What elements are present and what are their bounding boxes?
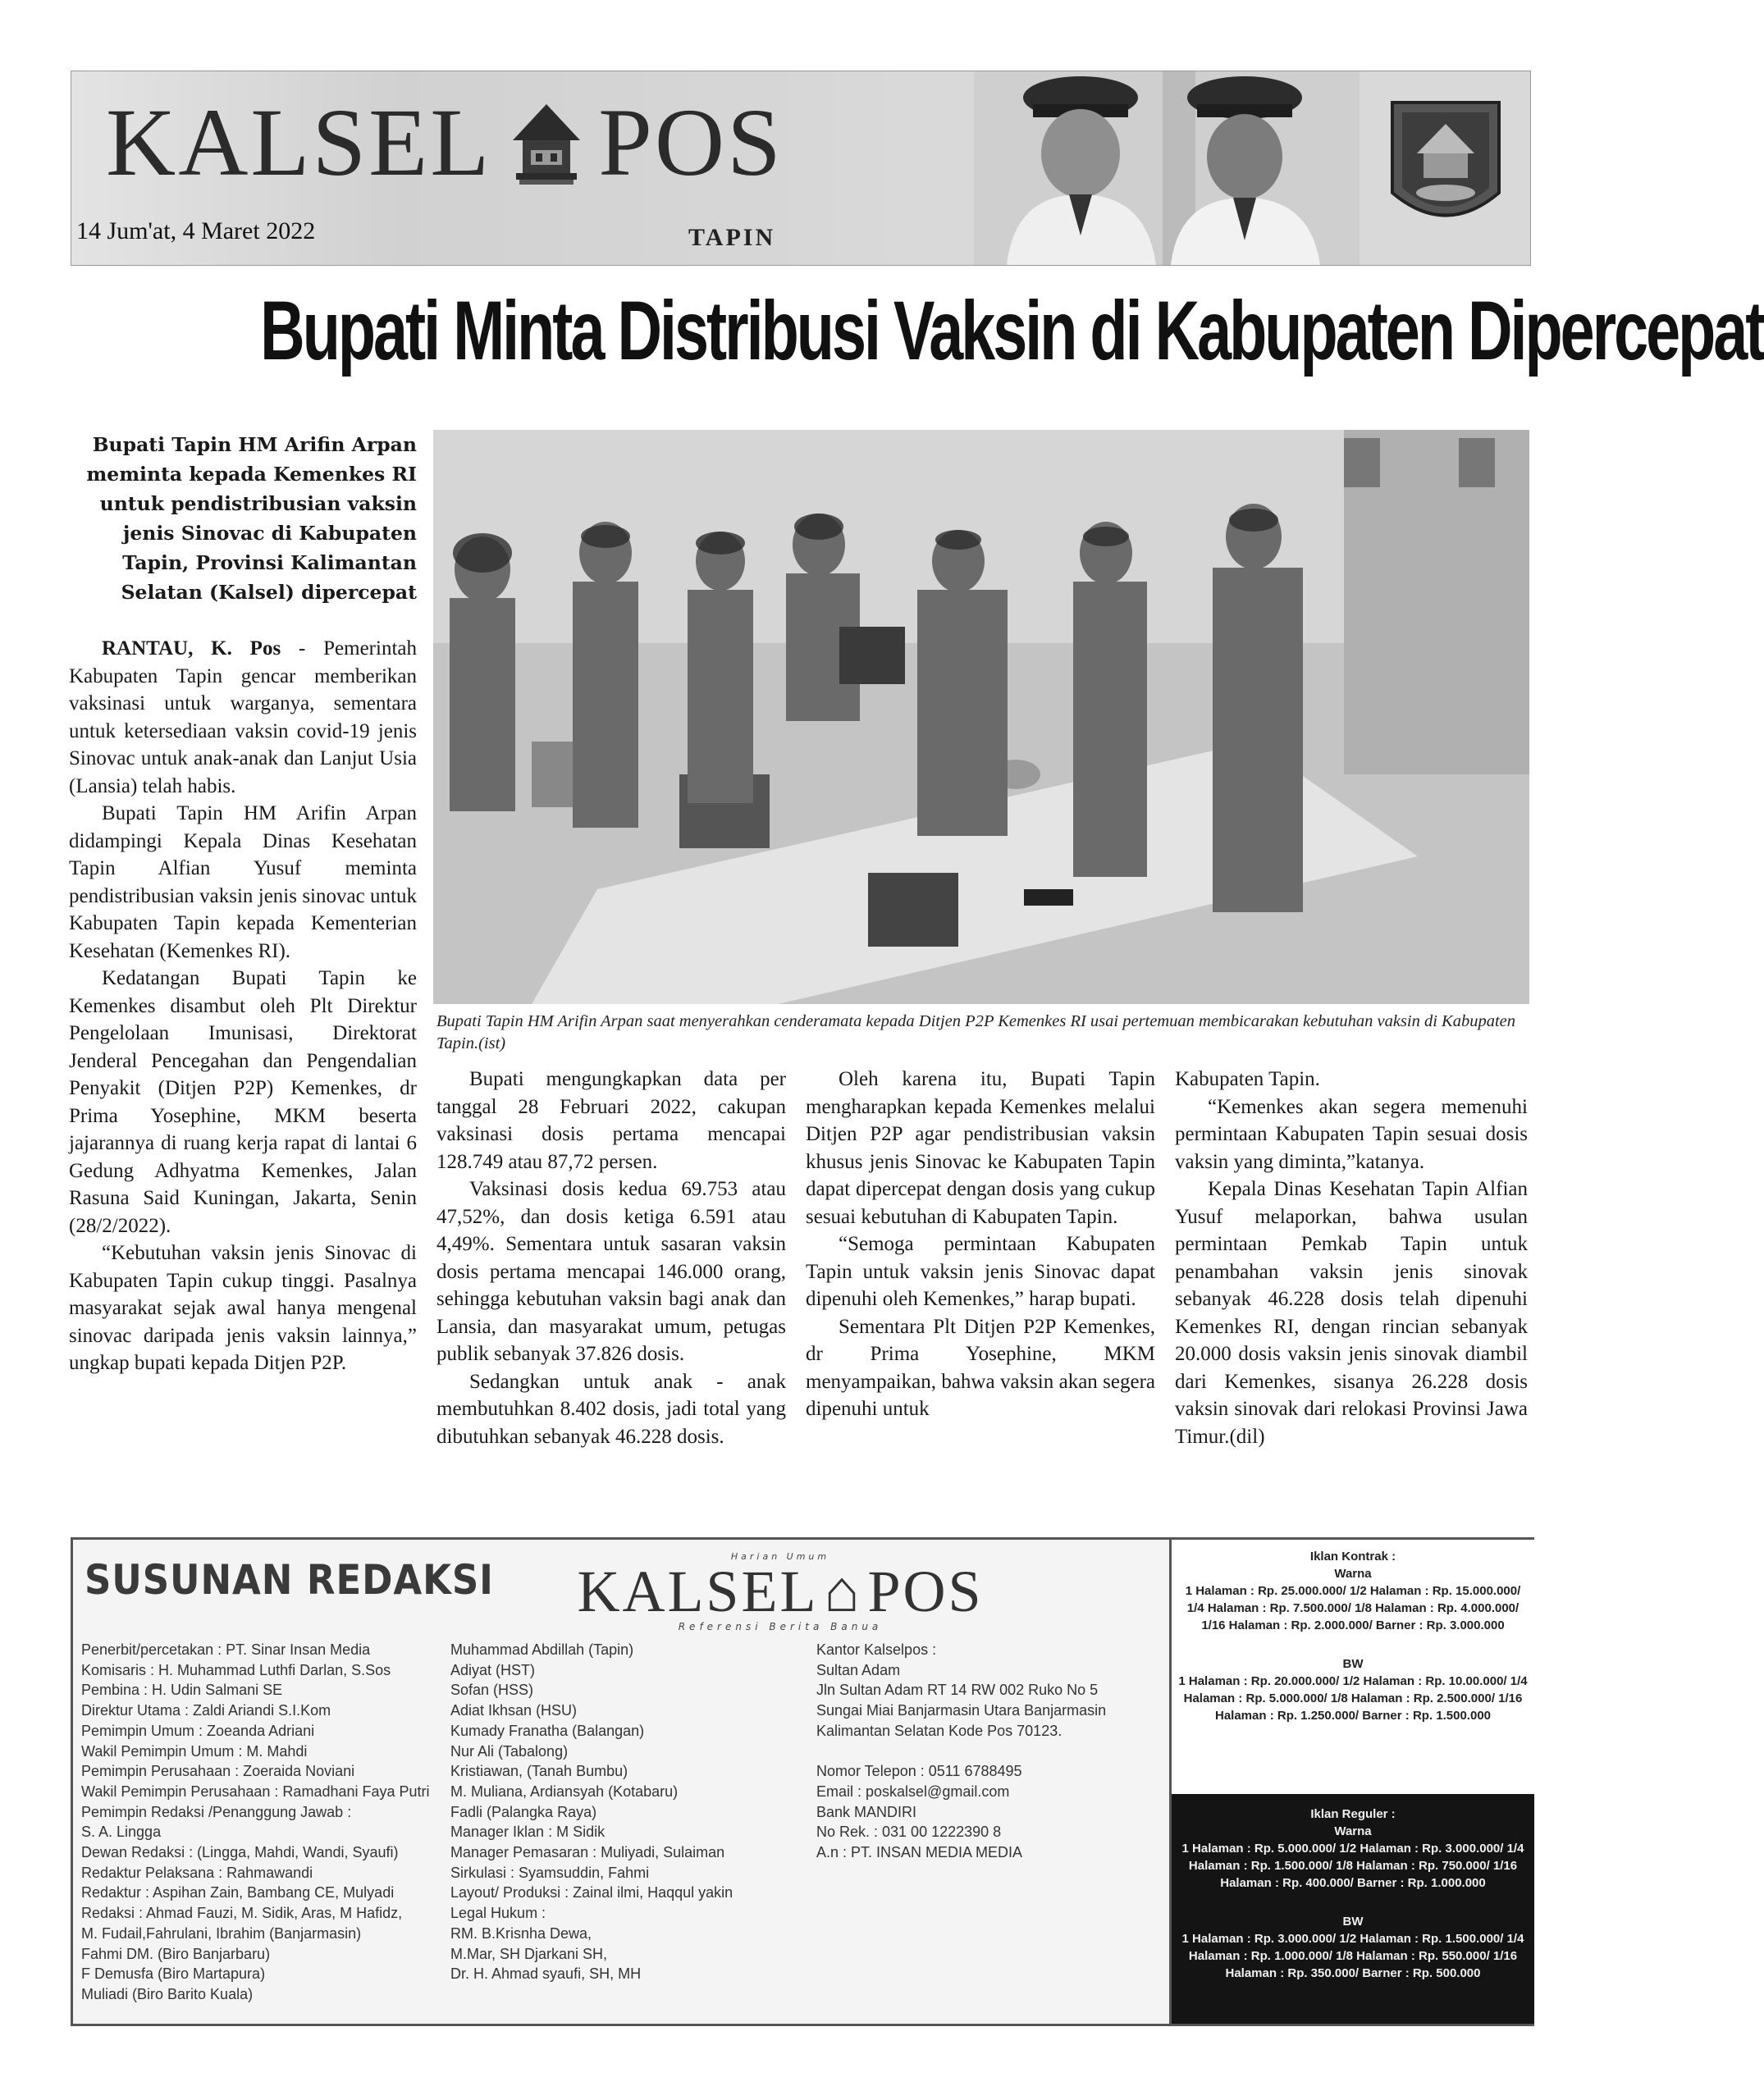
article-column-1	[69, 635, 417, 1377]
staff-line: Penerbit/percetakan : PT. Sinar Insan Media	[81, 1641, 371, 1658]
advertising-rates	[1169, 1540, 1534, 2024]
paragraph-1: - Pemerintah Kabupaten Tapin gencar memberikan vaksinasi untuk warganya, sementara untuk ketersediaan vaksin covid-19 jenis Sinovac untuk anak-anak dan Lanjut Usia (Lansia) telah habis.	[69, 637, 417, 797]
banjar-house-icon: ⌂	[824, 1559, 862, 1624]
paragraph-10-continued: Kabupaten Tapin.	[1175, 1068, 1320, 1090]
staff-line: Layout/ Produksi : Zainal ilmi, Haqqul yakin	[450, 1884, 733, 1901]
newspaper-logo	[106, 89, 784, 196]
regular-color-rates: 1 Halaman : Rp. 5.000.000/ 1/2 Halaman : Rp. 3.000.000/ 1/4 Halaman : Rp. 1.500.000/ 1/8 Halaman : Rp. 750.000/ 1/16 Halaman : Rp. 400.000/ Barner : Rp. 1.000.000	[1181, 1842, 1524, 1890]
logo-right-word: POS	[867, 1559, 984, 1624]
editorial-board-title: SUSUNAN REDAKSI	[85, 1556, 494, 1604]
section-label: TAPIN	[688, 224, 776, 251]
logo-left-word: KALSEL	[106, 89, 492, 196]
logo-tagline: Referensi Berita Banua	[678, 1621, 883, 1632]
staff-line: Kantor Kalselpos :	[816, 1641, 937, 1658]
paragraph-9: “Semoga permintaan Kabupaten Tapin untuk vaksin jenis Sinovac dapat dipenuhi oleh Kemenkes,” harap bupati.	[806, 1233, 1155, 1310]
paragraph-6: Vaksinasi dosis kedua 69.753 atau 47,52%, dan dosis ketiga 6.591 atau 4,49%. Sementara untuk sasaran vaksin dosis pertama mencapai 146.000 orang, sehingga kebutuhan vaksin bagi anak dan Lansia, dan masyarakat umum, petugas publik sebanyak 37.826 dosis.	[436, 1178, 786, 1365]
paragraph-4: “Kebutuhan vaksin jenis Sinovac di Kabupaten Tapin cukup tinggi. Pasalnya masyarakat sejak awal hanya mengenal sinovac daripada jenis vaksin lainnya,” ungkap bupati kepada Ditjen P2P.	[69, 1242, 417, 1374]
issue-date: 14 Jum'at, 4 Maret 2022	[76, 217, 316, 244]
staff-line: Sirkulasi : Syamsuddin, Fahmi	[450, 1864, 650, 1881]
staff-list-1	[81, 1640, 430, 2005]
contract-bw-label: BW	[1342, 1657, 1364, 1671]
staff-line: Muliadi (Biro Barito Kuala)	[81, 1985, 254, 2002]
contract-color-label: Warna	[1334, 1567, 1372, 1581]
staff-line: Dewan Redaksi : (Lingga, Mahdi, Wandi, Syaufi)	[81, 1844, 399, 1861]
officials-portrait-photo	[974, 71, 1360, 265]
article-column-3	[806, 1066, 1155, 1423]
staff-line	[816, 1742, 1106, 1762]
staff-line: Manager Iklan : M Sidik	[450, 1824, 606, 1841]
lead-paragraph: Bupati Tapin HM Arifin Arpan meminta kepada Kemenkes RI untuk pendistribusian vaksin jenis Sinovac di Kabupaten Tapin, Provinsi Kalimantan Selatan (Kalsel) dipercepat	[86, 433, 417, 604]
regular-bw-label: BW	[1342, 1915, 1364, 1929]
staff-line: Redaksi : Ahmad Fauzi, M. Sidik, Aras, M Hafidz,	[81, 1905, 403, 1922]
staff-line: Pemimpin Perusahaan : Zoeraida Noviani	[81, 1763, 355, 1780]
staff-line: Redaktur : Aspihan Zain, Bambang CE, Mulyadi	[81, 1884, 395, 1901]
staff-line: Kumady Franatha (Balangan)	[450, 1722, 645, 1739]
office-info	[816, 1640, 1106, 1863]
staff-line: A.n : PT. INSAN MEDIA MEDIA	[816, 1844, 1023, 1861]
logo-right-word: POS	[598, 89, 784, 196]
regular-ad-title: Iklan Reguler :	[1310, 1807, 1396, 1821]
contract-ad-title: Iklan Kontrak :	[1309, 1550, 1396, 1564]
staff-line: M.Mar, SH Djarkani SH,	[450, 1945, 608, 1962]
staff-line: Wakil Pemimpin Umum : M. Mahdi	[81, 1742, 308, 1760]
staff-line: RM. B.Krisnha Dewa,	[450, 1924, 592, 1942]
article-column-2	[436, 1066, 786, 1450]
masthead	[71, 71, 1531, 266]
staff-line: Nur Ali (Tabalong)	[450, 1742, 569, 1760]
paragraph-8: Oleh karena itu, Bupati Tapin mengharapkan kepada Kemenkes melalui Ditjen P2P agar pendistribusian vaksin khusus jenis Sinovac ke Kabupaten Tapin dapat dipercepat dengan dosis yang cukup sesuai kebutuhan di Kabupaten Tapin.	[806, 1068, 1155, 1228]
staff-line: Jln Sultan Adam RT 14 RW 002 Ruko No 5	[816, 1682, 1099, 1699]
regular-ad-rates	[1172, 1794, 1534, 2024]
paragraph-2: Bupati Tapin HM Arifin Arpan didampingi Kepala Dinas Kesehatan Tapin Alfian Yusuf meminta pendistribusian vaksin jenis sinovac untuk Kabupaten Tapin kepada Kementerian Kesehatan (Kemenkes RI).	[69, 802, 417, 962]
staff-line: Adiyat (HST)	[450, 1661, 536, 1678]
banjar-house-icon	[498, 101, 595, 191]
staff-line: Fadli (Palangka Raya)	[450, 1803, 597, 1820]
staff-line: Kalimantan Selatan Kode Pos 70123.	[816, 1722, 1063, 1739]
contract-bw-rates: 1 Halaman : Rp. 20.000.000/ 1/2 Halaman : Rp. 10.00.000/ 1/4 Halaman : Rp. 5.000.000/ 1/8 Halaman : Rp. 2.500.000/ 1/16 Halaman : Rp. 1.250.000/ Barner : Rp. 1.500.000	[1178, 1674, 1528, 1723]
paragraph-12: Kepala Dinas Kesehatan Tapin Alfian Yusuf melaporkan, bahwa usulan permintaan Pemkab Tapin untuk penambahan vaksin jenis sinovak sebanyak 46.228 dosis telah dipenuhi Kemenkes RI, dengan rincian sebanyak 20.000 dosis vaksin jenis sinovak diambil dari Kemenkes, sisanya 26.228 dosis vaksin sinovak dari relokasi Provinsi Jawa Timur.(dil)	[1175, 1178, 1528, 1448]
editorial-logo	[534, 1551, 1026, 1635]
dateline: RANTAU, K. Pos	[102, 637, 281, 660]
article-photo	[433, 430, 1529, 1004]
logo-subtitle: Harian Umum	[730, 1551, 830, 1562]
paragraph-11: “Kemenkes akan segera memenuhi permintaan Kabupaten Tapin sesuai dosis vaksin yang diminta,”katanya.	[1175, 1095, 1528, 1173]
staff-line: Manager Pemasaran : Muliyadi, Sulaiman	[450, 1844, 725, 1861]
paragraph-3: Kedatangan Bupati Tapin ke Kemenkes disambut oleh Plt Direktur Pengelolaan Imunisasi, Direktorat Jenderal Pencegahan dan Pengendalian Penyakit (Ditjen P2P) Kemenkes, dr Prima Yosephine, MKM beserta jajarannya di ruang kerja rapat di lantai 6 Gedung Adhyatma Kemenkes, Jalan Rasuna Said Kuningan, Jakarta, Senin (28/2/2022).	[69, 967, 417, 1237]
staff-line: No Rek. : 031 00 1222390 8	[816, 1824, 1002, 1841]
staff-line: Redaktur Pelaksana : Rahmawandi	[81, 1864, 313, 1881]
staff-line: Bank MANDIRI	[816, 1803, 917, 1820]
logo-left-word: KALSEL	[577, 1559, 819, 1624]
staff-line: Nomor Telepon : 0511 6788495	[816, 1763, 1022, 1780]
staff-line: Komisaris : H. Muhammad Luthfi Darlan, S.Sos	[81, 1661, 391, 1678]
staff-line: Direktur Utama : Zaldi Ariandi S.I.Kom	[81, 1702, 331, 1719]
photo-caption: Bupati Tapin HM Arifin Arpan saat menyerahkan cenderamata kepada Ditjen P2P Kemenkes RI usai pertemuan membicarakan kebutuhan vaksin di Kabupaten Tapin.(ist)	[436, 1012, 1516, 1052]
staff-line: Fahmi DM. (Biro Banjarbaru)	[81, 1945, 271, 1962]
regular-color-label: Warna	[1334, 1824, 1372, 1838]
contract-color-rates: 1 Halaman : Rp. 25.000.000/ 1/2 Halaman : Rp. 15.000.000/ 1/4 Halaman : Rp. 7.500.000/ 1/8 Halaman : Rp. 4.000.000/ 1/16 Halaman : Rp. 2.000.000/ Barner : Rp. 3.000.000	[1185, 1584, 1521, 1632]
staff-line: Pemimpin Redaksi /Penanggung Jawab :	[81, 1803, 352, 1820]
staff-line: Kristiawan, (Tanah Bumbu)	[450, 1763, 628, 1780]
paragraph-5: Bupati mengungkapkan data per tanggal 28 Februari 2022, cakupan vaksinasi dosis pertama mencapai 128.749 atau 87,72 persen.	[436, 1068, 786, 1173]
article-column-4	[1175, 1066, 1528, 1450]
staff-line: Legal Hukum :	[450, 1905, 546, 1922]
paragraph-7: Sedangkan untuk anak - anak membutuhkan 8.402 dosis, jadi total yang dibutuhkan sebanyak 46.228 dosis.	[436, 1370, 786, 1448]
staff-line: F Demusfa (Biro Martapura)	[81, 1965, 266, 1983]
contract-ad-rates	[1172, 1540, 1534, 1794]
regular-bw-rates: 1 Halaman : Rp. 3.000.000/ 1/2 Halaman : Rp. 1.500.000/ 1/4 Halaman : Rp. 1.000.000/ 1/8 Halaman : Rp. 550.000/ 1/16 Halaman : Rp. 350.000/ Barner : Rp. 500.000	[1181, 1932, 1524, 1980]
staff-line: Sultan Adam	[816, 1661, 901, 1678]
staff-line: Sungai Miai Banjarmasin Utara Banjarmasin	[816, 1702, 1107, 1719]
regency-seal-emblem	[1384, 94, 1507, 242]
staff-line: Dr. H. Ahmad syaufi, SH, MH	[450, 1965, 642, 1983]
paragraph-10: Sementara Plt Ditjen P2P Kemenkes, dr Prima Yosephine, MKM menyampaikan, bahwa vaksin akan segera dipenuhi untuk	[806, 1315, 1155, 1420]
staff-line: Email : poskalsel@gmail.com	[816, 1783, 1010, 1800]
staff-line: Pemimpin Umum : Zoeanda Adriani	[81, 1722, 315, 1739]
staff-line: Pembina : H. Udin Salmani SE	[81, 1682, 283, 1699]
staff-line: Sofan (HSS)	[450, 1682, 534, 1699]
staff-line: M. Fudail,Fahrulani, Ibrahim (Banjarmasin)	[81, 1924, 362, 1942]
editorial-board-box	[71, 1537, 1534, 2026]
headline: Bupati Minta Distribusi Vaksin di Kabupaten Dipercepat	[260, 284, 1764, 377]
staff-line: Wakil Pemimpin Perusahaan : Ramadhani Faya Putri	[81, 1783, 430, 1800]
staff-line: M. Muliana, Ardiansyah (Kotabaru)	[450, 1783, 679, 1800]
staff-line: S. A. Lingga	[81, 1824, 162, 1841]
staff-list-2	[450, 1640, 733, 1984]
staff-line: Muhammad Abdillah (Tapin)	[450, 1641, 634, 1658]
staff-line: Adiat Ikhsan (HSU)	[450, 1702, 578, 1719]
